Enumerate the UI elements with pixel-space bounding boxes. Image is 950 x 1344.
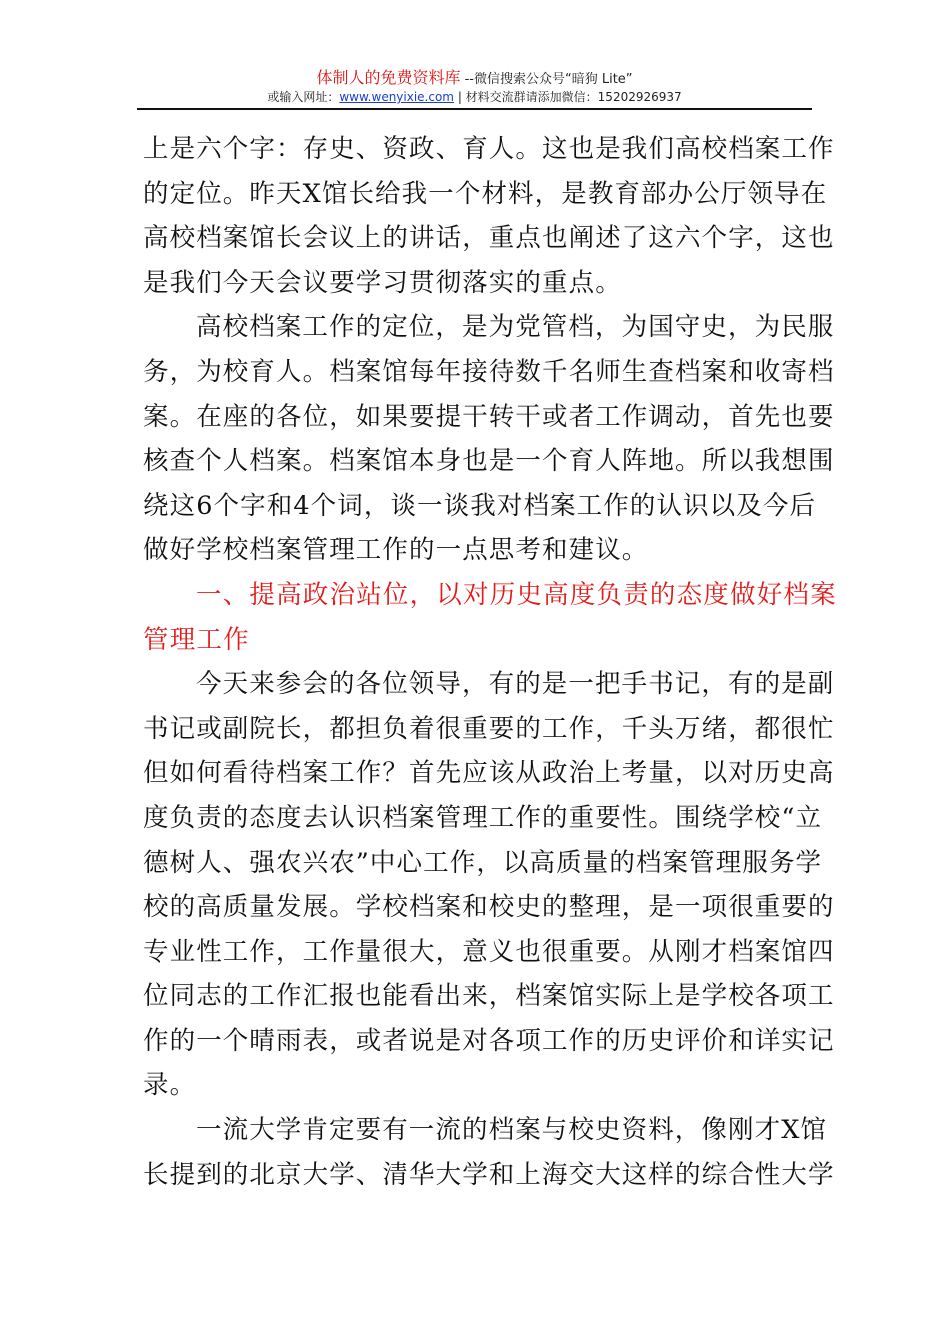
document-body [143,127,837,1197]
text-line: 高校档案馆长会议上的讲话，重点也阐述了这六个字，这也 [143,223,835,254]
paragraph [143,305,835,573]
url-prefix: 或输入网址： [267,90,340,104]
text-line: 务，为校育人。档案馆每年接待数千名师生查档案和收寄档 [143,356,835,387]
text-line: 录。 [143,1070,197,1101]
text-line: 的定位。昨天X馆长给我一个材料，是教育部办公厅领导在 [143,178,828,209]
website-link[interactable]: www.wenyixie.com [339,90,454,104]
contact-info: | 材料交流群请添加微信：15202926937 [454,90,682,104]
heading-line: 管理工作 [143,624,250,655]
text-line: 核查个人档案。档案馆本身也是一个育人阵地。所以我想围 [143,446,835,477]
text-line: 绕这6个字和4个词，谈一谈我对档案工作的认识以及今后 [143,490,817,521]
brand-title: 体制人的免费资料库 [316,68,461,87]
header-banner [137,68,812,89]
paragraph [143,127,835,305]
text-line: 作的一个晴雨表，或者说是对各项工作的历史评价和详实记 [143,1025,835,1056]
paragraph [143,1108,835,1197]
header-divider [137,108,812,110]
text-line: 高校档案工作的定位，是为党管档，为国守史，为民服 [196,312,835,343]
text-line: 书记或副院长，都担负着很重要的工作，千头万绪，都很忙 [143,713,835,744]
text-line: 但如何看待档案工作？首先应该从政治上考量，以对历史高 [143,758,835,789]
section-heading [143,573,837,662]
text-line: 一流大学肯定要有一流的档案与校史资料，像刚才X馆 [196,1115,828,1146]
text-line: 做好学校档案管理工作的一点思考和建议。 [143,535,649,566]
text-line: 案。在座的各位，如果要提干转干或者工作调动，首先也要 [143,401,835,432]
text-line: 度负责的态度去认识档案管理工作的重要性。围绕学校“立 [143,802,823,833]
text-line: 今天来参会的各位领导，有的是一把手书记，有的是副 [196,669,835,700]
header-contact-line [137,89,812,106]
text-line: 专业性工作，工作量很大，意义也很重要。从刚才档案馆四 [143,936,835,967]
page-header [137,68,812,106]
text-line: 上是六个字：存史、资政、育人。这也是我们高校档案工作 [143,134,835,164]
header-tagline: --微信搜索公众号“暗狗 Lite” [460,72,633,87]
paragraph [143,662,835,1108]
text-line: 位同志的工作汇报也能看出来，档案馆实际上是学校各项工 [143,981,835,1012]
text-line: 德树人、强农兴农”中心工作，以高质量的档案管理服务学 [143,847,823,878]
heading-line: 一、提高政治站位，以对历史高度负责的态度做好档案 [196,579,837,610]
text-line: 长提到的北京大学、清华大学和上海交大这样的综合性大学 [143,1159,835,1190]
text-line: 校的高质量发展。学校档案和校史的整理，是一项很重要的 [143,892,835,923]
text-line: 是我们今天会议要学习贯彻落实的重点。 [143,267,622,298]
